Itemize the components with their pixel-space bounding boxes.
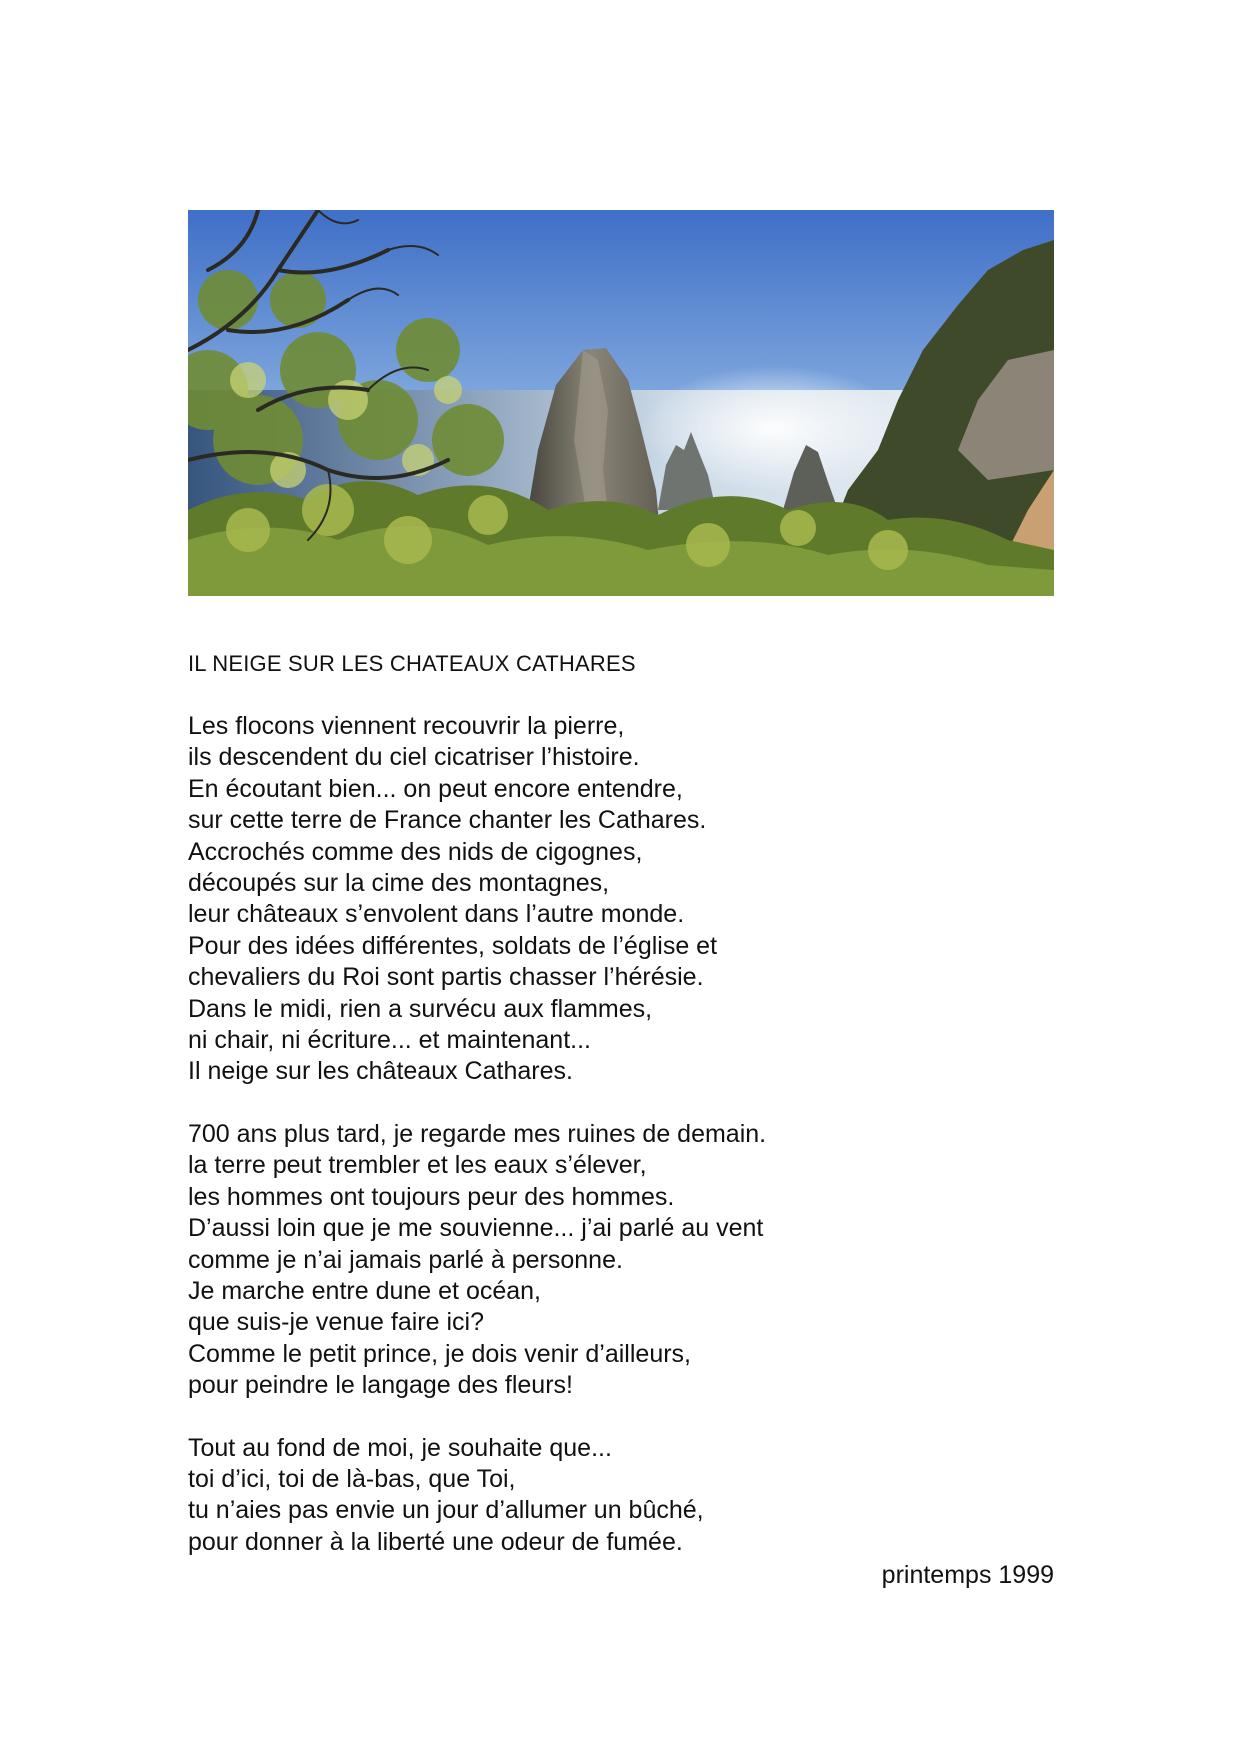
poem-line: pour donner à la liberté une odeur de fumée. xyxy=(188,1527,683,1556)
stanza-1 xyxy=(188,711,1054,1088)
poem-line: la terre peut trembler et les eaux s’élever, xyxy=(188,1151,647,1180)
poem-line: 700 ans plus tard, je regarde mes ruines de demain. xyxy=(188,1119,767,1148)
poem-line: tu n’aies pas envie un jour d’allumer un bûché, xyxy=(188,1496,704,1525)
poem-line: ils descendent du ciel cicatriser l’histoire. xyxy=(188,743,640,772)
poem-line: D’aussi loin que je me souvienne... j’ai parlé au vent xyxy=(188,1214,764,1243)
poem-line: sur cette terre de France chanter les Cathares. xyxy=(188,806,707,835)
stanza-2 xyxy=(188,1119,1054,1402)
poem-line: Accrochés comme des nids de cigognes, xyxy=(188,837,643,866)
stanza-3 xyxy=(188,1433,1054,1559)
poem-title: IL NEIGE SUR LES CHATEAUX CATHARES xyxy=(188,651,636,676)
poem-line: Il neige sur les châteaux Cathares. xyxy=(188,1057,573,1086)
poem-line: Tout au fond de moi, je souhaite que... xyxy=(188,1433,612,1462)
poem-line: En écoutant bien... on peut encore entendre, xyxy=(188,774,683,803)
poem-line: comme je n’ai jamais parlé à personne. xyxy=(188,1245,623,1274)
poem-line: toi d’ici, toi de là-bas, que Toi, xyxy=(188,1464,516,1493)
poem-line: que suis-je venue faire ici? xyxy=(188,1308,484,1337)
poem-line: les hommes ont toujours peur des hommes. xyxy=(188,1182,675,1211)
poem-line: Pour des idées différentes, soldats de l’église et xyxy=(188,931,718,960)
poem-line: découpés sur la cime des montagnes, xyxy=(188,869,610,898)
poem-date: printemps 1999 xyxy=(881,1561,1054,1589)
poem-line: Dans le midi, rien a survécu aux flammes, xyxy=(188,994,653,1023)
poem-line: leur châteaux s’envolent dans l’autre monde. xyxy=(188,900,685,929)
poem-line: Je marche entre dune et océan, xyxy=(188,1276,542,1305)
poem-line: pour peindre le langage des fleurs! xyxy=(188,1371,573,1400)
landscape-photo xyxy=(188,210,1054,596)
poem-line: ni chair, ni écriture... et maintenant... xyxy=(188,1026,591,1055)
poem-line: Les flocons viennent recouvrir la pierre, xyxy=(188,712,625,740)
poem-line: chevaliers du Roi sont partis chasser l’hérésie. xyxy=(188,963,704,992)
poem-body xyxy=(188,711,1054,1589)
poem-line: Comme le petit prince, je dois venir d’ailleurs, xyxy=(188,1339,691,1368)
